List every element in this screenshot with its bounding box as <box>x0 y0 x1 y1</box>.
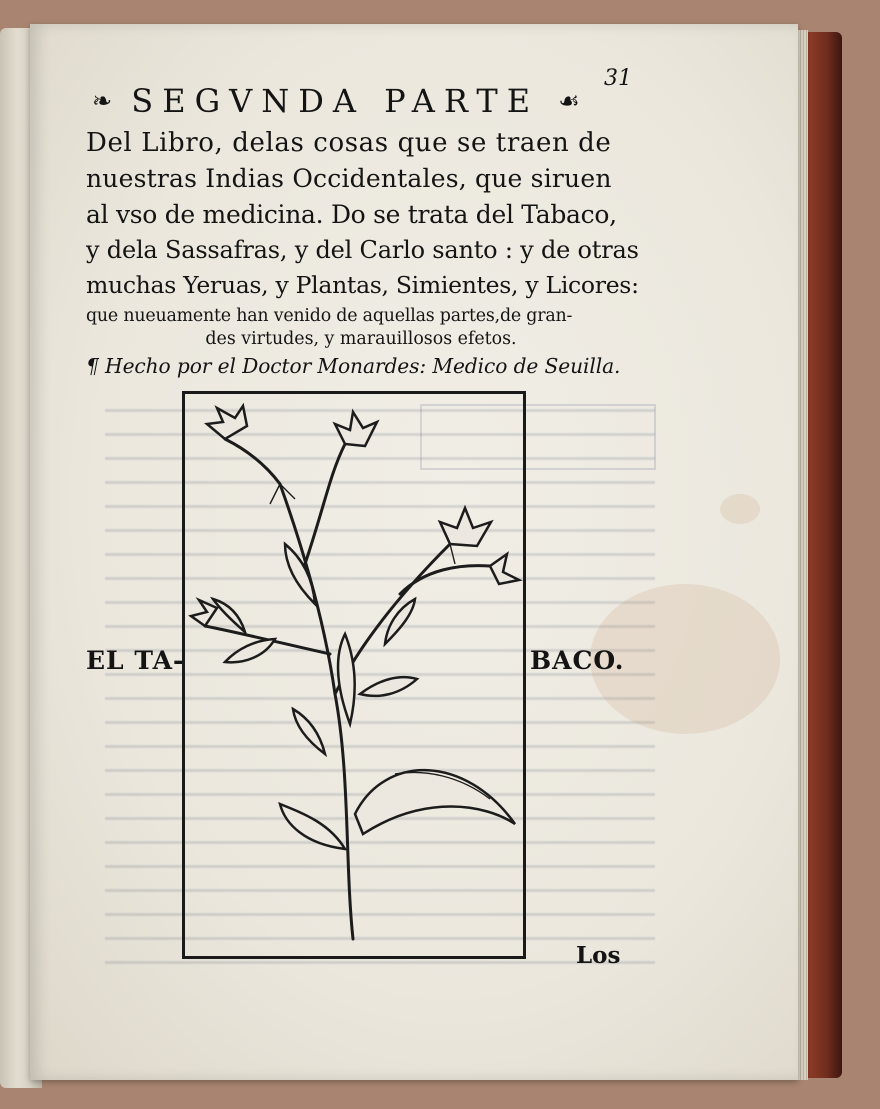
author-line: ¶ Hecho por el Doctor Monardes: Medico de Seuilla. <box>86 354 621 378</box>
title-text: SEGVNDA PARTE <box>131 82 540 120</box>
text-line: y dela Sassafras, y del Carlo santo : y de otras <box>86 236 639 264</box>
page-number: 31 <box>604 66 632 91</box>
illustration-caption-right: BACO. <box>530 646 625 675</box>
text-line: al vso de medicina. Do se trata del Tabaco, <box>86 200 617 229</box>
fleuron-right-icon: ☙ <box>558 87 580 115</box>
tobacco-plant-icon <box>185 394 523 956</box>
text-line: Del Libro, delas cosas que se traen de <box>86 128 612 158</box>
catchword: Los <box>576 942 621 969</box>
foxing-stain <box>720 494 760 524</box>
tobacco-woodcut-illustration <box>182 391 526 959</box>
text-line: des virtudes, y marauillosos efetos. <box>205 329 517 349</box>
illustration-caption-left: EL TA- <box>86 646 185 675</box>
page-title <box>92 82 640 120</box>
text-line: nuestras Indias Occidentales, que siruen <box>86 164 612 193</box>
text-line: que nueuamente han venido de aquellas partes,de gran- <box>86 306 573 326</box>
text-line: muchas Yeruas, y Plantas, Simientes, y Licores: <box>86 271 639 299</box>
fleuron-left-icon: ❧ <box>92 87 113 115</box>
